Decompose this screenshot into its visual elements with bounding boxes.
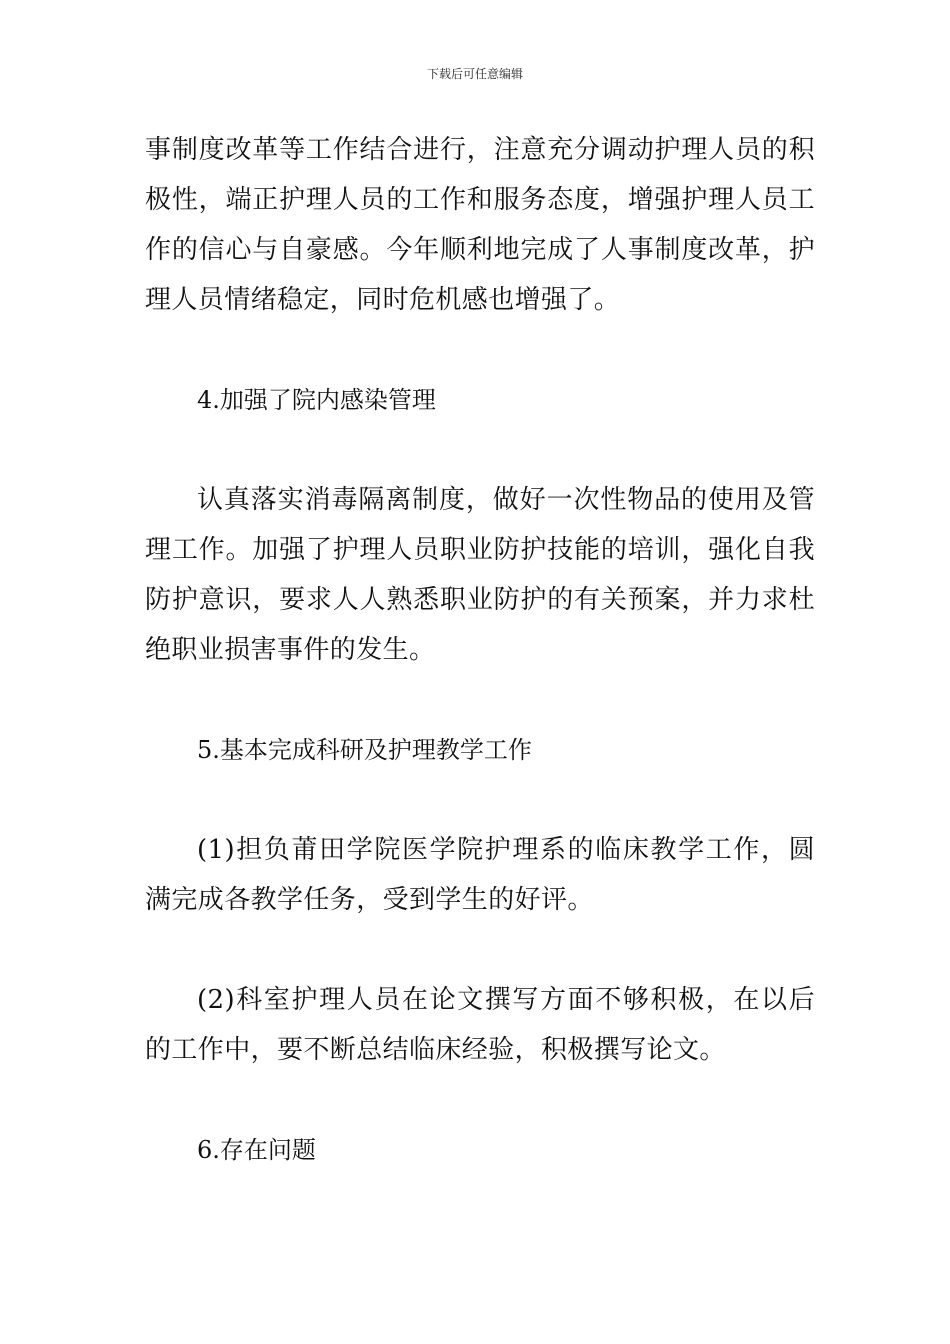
section-heading-infection-control: 4.加强了院内感染管理 bbox=[197, 386, 436, 414]
paragraph-personnel-reform: 事制度改革等工作结合进行，注意充分调动护理人员的积极性，端正护理人员的工作和服务态度，增强护理人员工作的信心与自豪感。今年顺利地完成了人事制度改革，护理人员情绪稳定，同时危机感也增强了。 bbox=[145, 135, 815, 315]
paragraph-paper-writing: (2)科室护理人员在论文撰写方面不够积极，在以后的工作中，要不断总结临床经验，积极撰写论文。 bbox=[145, 985, 815, 1065]
section-heading-research-teaching: 5.基本完成科研及护理教学工作 bbox=[197, 736, 532, 764]
paragraph-teaching-work: (1)担负莆田学院医学院护理系的临床教学工作，圆满完成各教学任务，受到学生的好评。 bbox=[145, 835, 815, 915]
paragraph-infection-control: 认真落实消毒隔离制度，做好一次性物品的使用及管理工作。加强了护理人员职业防护技能的培训，强化自我防护意识，要求人人熟悉职业防护的有关预案，并力求杜绝职业损害事件的发生。 bbox=[145, 485, 815, 665]
header-note: 下载后可任意编辑 bbox=[426, 67, 523, 81]
section-heading-problems: 6.存在问题 bbox=[197, 1136, 316, 1164]
document-body bbox=[145, 125, 815, 1175]
